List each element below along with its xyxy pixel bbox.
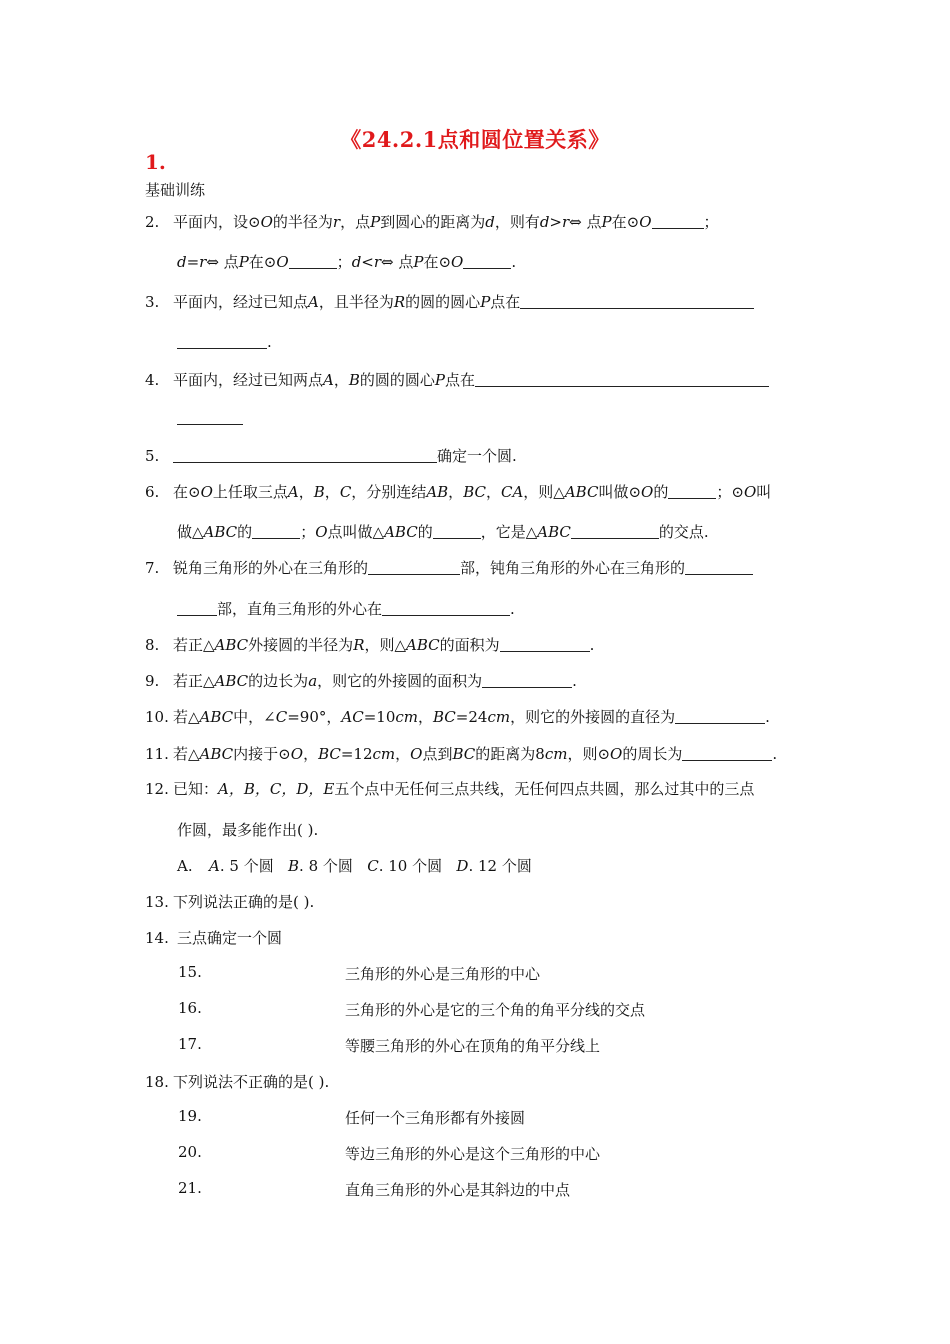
text: 点在 <box>445 371 476 389</box>
text: . 8 个圆 <box>299 857 353 875</box>
question-7-line-1 <box>145 557 753 578</box>
answer-blank[interactable] <box>463 254 511 269</box>
text: 已知： <box>173 780 219 798</box>
text: 平面内，经过已知两点 <box>173 371 324 389</box>
text: 的半径为 <box>272 213 333 231</box>
var: A <box>287 483 299 501</box>
question-number: 4. <box>145 371 160 389</box>
text: 叫做⊙ <box>598 483 642 501</box>
question-number: 13. <box>145 893 169 911</box>
question-number: 19. <box>178 1107 202 1125</box>
text: =12 <box>340 745 373 763</box>
text: 上任取三点 <box>212 483 288 501</box>
var: cm <box>372 745 396 763</box>
text: =90°， <box>287 708 342 726</box>
text: 部，直角三角形的外心在 <box>217 600 383 618</box>
var: ABC <box>203 523 238 541</box>
text: 在⊙ <box>248 253 277 271</box>
var: P <box>480 293 491 311</box>
var: ABC <box>384 523 418 541</box>
text: ，则⊙ <box>567 745 611 763</box>
var: C <box>339 483 352 501</box>
var: B <box>288 857 300 875</box>
text: ，则它的外接圆的面积为 <box>317 672 483 690</box>
var: A <box>308 293 319 311</box>
text: 的 <box>653 483 669 501</box>
var: a <box>308 672 318 690</box>
var: AC <box>341 708 364 726</box>
question-6-line-1 <box>145 481 771 502</box>
first-number: 1. <box>145 150 166 174</box>
text: 的面积为 <box>439 636 500 654</box>
var: A <box>209 857 220 875</box>
text: 在⊙ <box>423 253 452 271</box>
text: ，则它的外接圆的直径为 <box>510 708 676 726</box>
text: 五个点中无任何三点共线，无任何四点共圆，那么过其中的三点 <box>334 780 755 798</box>
question-number: 2. <box>145 213 160 231</box>
statement-text: 三角形的外心是它的三个角的角平分线的交点 <box>345 1001 646 1019</box>
answer-blank[interactable] <box>571 524 659 539</box>
text: ， <box>395 745 411 763</box>
text: 内接于⊙ <box>233 745 291 763</box>
var: cm <box>544 745 568 763</box>
answer-blank[interactable] <box>682 746 772 761</box>
question-13 <box>145 891 314 912</box>
text: 到圆心的距离为 <box>380 213 486 231</box>
var: AB <box>426 483 449 501</box>
text: ，则有 <box>494 213 540 231</box>
text: 点在 <box>490 293 521 311</box>
var: d>r <box>539 213 570 231</box>
text: 点叫做△ <box>327 523 385 541</box>
text: 确定一个圆. <box>437 447 517 465</box>
page-title: 《24.2.1点和圆位置关系》 <box>340 127 610 152</box>
text: 三点确定一个圆 <box>177 929 283 947</box>
var: O <box>315 523 328 541</box>
answer-blank[interactable] <box>675 709 765 724</box>
text: 的圆的圆心 <box>359 371 435 389</box>
text: 下列说法不正确的是( ). <box>173 1073 330 1091</box>
var: O <box>276 253 289 271</box>
text: ⇔ 点 <box>381 253 414 271</box>
text: 的 <box>237 523 253 541</box>
answer-blank[interactable] <box>500 637 590 652</box>
question-14 <box>145 927 282 948</box>
question-12-options <box>177 855 532 876</box>
question-3-line-1 <box>145 291 754 312</box>
text: 叫 <box>756 483 772 501</box>
var: O <box>290 745 304 763</box>
answer-blank[interactable] <box>177 601 217 616</box>
text: 中，∠ <box>233 708 276 726</box>
option-label: A. <box>177 857 193 875</box>
var: ABC <box>214 636 249 654</box>
var: d <box>485 213 495 231</box>
var: O <box>639 213 652 231</box>
text: . 5 个圆 <box>219 857 274 875</box>
question-number: 8. <box>145 636 160 654</box>
text: 作圆，最多能作出( ). <box>177 821 319 839</box>
var: ABC <box>214 672 249 690</box>
answer-blank[interactable] <box>382 601 510 616</box>
option-a[interactable] <box>209 857 274 875</box>
question-number: 14. <box>145 929 169 947</box>
question-number: 15. <box>178 963 202 981</box>
text: ，点 <box>340 213 371 231</box>
var: O <box>641 483 654 501</box>
var: B <box>313 483 325 501</box>
answer-blank[interactable] <box>685 560 753 575</box>
question-2-line-1 <box>145 211 719 232</box>
text: ， <box>485 483 501 501</box>
section-label: 基础训练 <box>145 181 206 199</box>
var: ABC <box>537 523 571 541</box>
answer-blank[interactable] <box>289 254 337 269</box>
var: P <box>238 253 249 271</box>
var: P <box>370 213 381 231</box>
var: d=r <box>177 253 207 271</box>
question-number: 18. <box>145 1073 169 1091</box>
text: . <box>572 672 577 690</box>
text: . <box>772 745 778 763</box>
var: O <box>610 745 623 763</box>
answer-blank[interactable] <box>475 372 769 387</box>
var: P <box>601 213 612 231</box>
var: D <box>456 857 469 875</box>
answer-blank[interactable] <box>368 560 460 575</box>
question-3-line-2 <box>177 333 272 351</box>
var: P <box>413 253 424 271</box>
question-number: 3. <box>145 293 160 311</box>
text: 平面内，设⊙ <box>173 213 261 231</box>
text: . 12 个圆 <box>468 857 532 875</box>
text: 外接圆的半径为 <box>248 636 354 654</box>
text: . <box>510 600 515 618</box>
text: . <box>765 708 770 726</box>
text: ⇔ 点 <box>569 213 602 231</box>
text: 锐角三角形的外心在三角形的 <box>173 559 369 577</box>
question-18 <box>145 1071 329 1092</box>
text: ， <box>303 745 319 763</box>
text: 在⊙ <box>173 483 201 501</box>
answer-blank[interactable] <box>177 334 267 349</box>
var: CA <box>500 483 524 501</box>
var: BC <box>433 708 456 726</box>
question-9 <box>145 670 577 691</box>
text: 的 <box>417 523 433 541</box>
question-2-line-2 <box>177 251 516 272</box>
text: ； <box>703 213 719 231</box>
var: P <box>434 371 446 389</box>
text: 的周长为 <box>622 745 683 763</box>
answer-blank[interactable] <box>252 524 300 539</box>
option-c[interactable] <box>367 857 442 875</box>
question-number: 21. <box>178 1179 202 1197</box>
text: ，则△ <box>364 636 407 654</box>
question-number: 12. <box>145 780 169 798</box>
var: R <box>393 293 406 311</box>
var: C <box>367 857 379 875</box>
var: B <box>348 371 360 389</box>
question-6-line-2 <box>177 521 709 542</box>
var: O <box>743 483 757 501</box>
text: ； <box>336 253 352 271</box>
question-number: 11. <box>145 745 169 763</box>
text: ， <box>333 371 349 389</box>
answer-blank[interactable] <box>482 673 572 688</box>
question-11 <box>145 743 777 764</box>
var: BC <box>318 745 341 763</box>
text: 平面内，经过已知点 <box>173 293 309 311</box>
text: 若正△ <box>173 672 215 690</box>
answer-blank[interactable] <box>652 214 704 229</box>
question-10 <box>145 706 770 727</box>
var: A，B，C，D，E <box>218 780 335 798</box>
text: ，且半径为 <box>318 293 394 311</box>
text: ，则△ <box>523 483 565 501</box>
question-12-line-2 <box>177 819 318 840</box>
statement-text: 等腰三角形的外心在顶角的角平分线上 <box>345 1037 601 1055</box>
text: ⇔ 点 <box>206 253 239 271</box>
var: R <box>353 636 365 654</box>
text: . <box>511 253 517 271</box>
var: d<r <box>351 253 382 271</box>
text: ，分别连结 <box>351 483 427 501</box>
text: 的边长为 <box>248 672 309 690</box>
text: 的圆的圆心 <box>405 293 481 311</box>
text: ， <box>417 708 433 726</box>
question-number: 10. <box>145 708 169 726</box>
answer-blank[interactable] <box>520 294 754 309</box>
question-number: 9. <box>145 672 160 690</box>
text: . <box>589 636 595 654</box>
answer-blank[interactable] <box>668 484 716 499</box>
option-b[interactable] <box>288 857 353 875</box>
var: r <box>332 213 341 231</box>
text: . 10 个圆 <box>378 857 443 875</box>
var: O <box>260 213 273 231</box>
question-number: 16. <box>178 999 202 1017</box>
text: 的交点. <box>658 523 709 541</box>
var: cm <box>395 708 418 726</box>
text: ；⊙ <box>716 483 744 501</box>
answer-blank[interactable] <box>173 448 437 463</box>
var: ABC <box>406 636 440 654</box>
statement-text: 等边三角形的外心是这个三角形的中心 <box>345 1145 601 1163</box>
statement-text: 直角三角形的外心是其斜边的中点 <box>345 1181 571 1199</box>
question-number: 20. <box>178 1143 202 1161</box>
answer-blank[interactable] <box>433 524 481 539</box>
text: ， <box>448 483 464 501</box>
var: ABC <box>199 708 234 726</box>
text: 部，钝角三角形的外心在三角形的 <box>460 559 686 577</box>
statement-text: 三角形的外心是三角形的中心 <box>345 965 541 983</box>
text: =10 <box>363 708 396 726</box>
text: 若正△ <box>173 636 215 654</box>
text: ， <box>324 483 340 501</box>
question-number: 5. <box>145 447 160 465</box>
question-8 <box>145 634 594 655</box>
text: 点到 <box>422 745 453 763</box>
text: . <box>267 333 272 351</box>
question-4-line-2 <box>177 409 243 427</box>
text: 若△ <box>173 708 200 726</box>
text: ； <box>300 523 316 541</box>
option-d[interactable] <box>456 857 531 875</box>
var: O <box>200 483 213 501</box>
var: BC <box>452 745 476 763</box>
question-number: 7. <box>145 559 160 577</box>
var: cm <box>487 708 511 726</box>
var: C <box>275 708 288 726</box>
var: ABC <box>564 483 599 501</box>
question-12-line-1 <box>145 778 754 799</box>
var: O <box>410 745 423 763</box>
question-4-line-1 <box>145 369 769 390</box>
text: 若△ <box>173 745 200 763</box>
var: BC <box>463 483 486 501</box>
var: O <box>451 253 464 271</box>
text: 做△ <box>177 523 204 541</box>
text: ，它是△ <box>480 523 538 541</box>
question-number: 6. <box>145 483 160 501</box>
var: A <box>323 371 334 389</box>
text: =24 <box>455 708 488 726</box>
var: ABC <box>199 745 234 763</box>
text: 下列说法正确的是( ). <box>173 893 315 911</box>
question-7-line-2 <box>177 598 515 619</box>
text: 的距离为8 <box>475 745 545 763</box>
statement-text: 任何一个三角形都有外接圆 <box>345 1109 526 1127</box>
question-5 <box>145 445 517 466</box>
question-number: 17. <box>178 1035 202 1053</box>
text: ， <box>298 483 314 501</box>
answer-blank[interactable] <box>177 410 243 425</box>
text: 在⊙ <box>611 213 640 231</box>
